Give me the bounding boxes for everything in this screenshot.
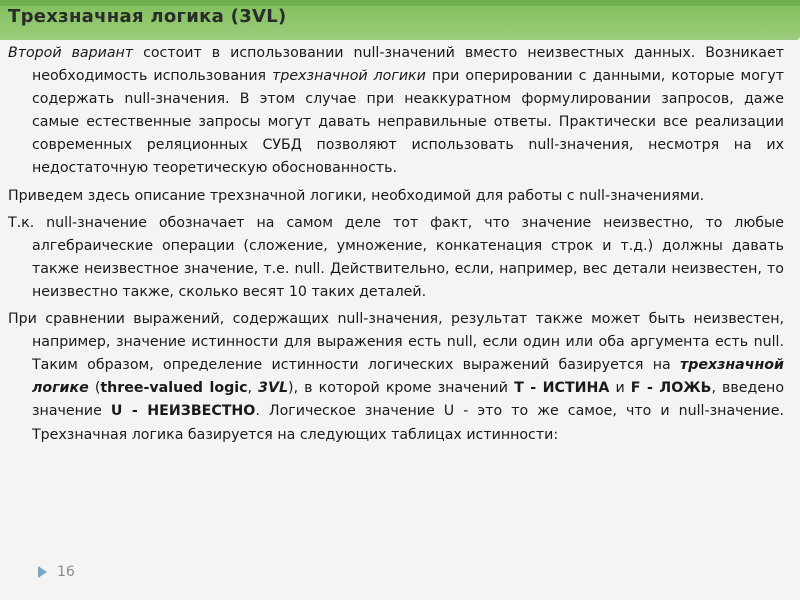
text-segment: T - ИСТИНА (514, 380, 610, 397)
slide-title: Трехзначная логика (3VL) (8, 6, 287, 27)
text-segment: состоит в использовании null-значений вместо неизвестных данных. Возникает необходимость использования (32, 45, 784, 85)
text-segment: three-valued logic (100, 380, 248, 397)
text-segment: и (609, 380, 631, 397)
text-segment: Второй вариант (8, 45, 134, 61)
text-segment: F - ЛОЖЬ (630, 380, 712, 397)
paragraph (8, 42, 784, 181)
text-segment: трехзначной логике (32, 357, 784, 397)
text-segment: Приведем здесь описание трехзначной логики, необходимой для работы с null-значениями. (8, 187, 705, 204)
arrow-right-icon (38, 566, 47, 578)
text-segment: , введено значение (32, 380, 785, 420)
paragraph (8, 185, 784, 208)
text-segment: При сравнении выражений, содержащих null-значения, результат также может быть неизвестен, например, значение истинности для выражения есть null, если один или оба аргумента есть null. Таким образом, определение истинности логических выражений базируется на (8, 311, 784, 374)
text-segment: Т.к. null-значение обозначает на самом деле тот факт, что значение неизвестно, то любые алгебраические операции (сложение, умножение, конкатенация строк и т.д.) должны давать также неизвестное значение, т.е. null. Действительно, если, например, вес детали неизвестен, то неизвестно также, сколько весят 10 таких деталей. (8, 214, 784, 300)
slide-body (8, 42, 784, 451)
slide-footer (38, 564, 75, 580)
text-segment: при оперировании с данными, которые могут содержать null-значения. В этом случае при неаккуратном формулировании запросов, даже самые естественные запросы могут давать неправильные ответы. Практически все реализации современных реляционных СУБД позволяют использовать null-значения, несмотря на их недостаточную теоретическую обоснованность. (32, 68, 784, 177)
text-segment: трехзначной логики (272, 68, 426, 85)
paragraph (8, 212, 784, 304)
text-segment: , (247, 380, 259, 397)
paragraph (8, 308, 784, 447)
text-segment: . Логическое значение U - это то же самое, что и null-значение. Трехзначная логика базируется на следующих таблицах истинности: (32, 403, 784, 443)
text-segment: ), в которой кроме значений (288, 380, 515, 397)
text-segment: U - НЕИЗВЕСТНО (110, 403, 256, 420)
page-number: 16 (57, 564, 75, 580)
text-segment: 3VL (258, 380, 289, 397)
text-segment: ( (88, 380, 101, 397)
